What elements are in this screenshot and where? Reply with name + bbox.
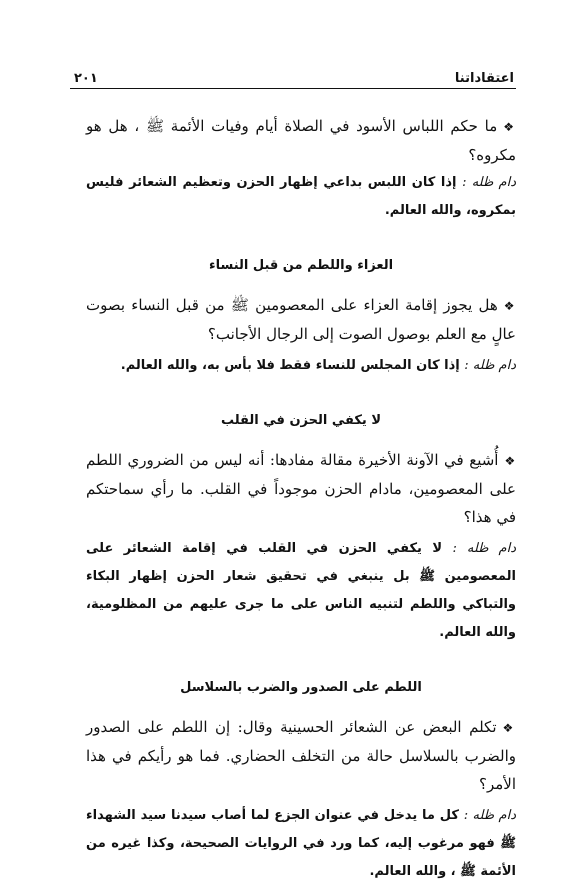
- running-title: اعتقاداتنا: [454, 71, 514, 86]
- question-text: هل يجوز إقامة العزاء على المعصومين ﷺ من قبل النساء بصوت عالٍ مع العلم بوصول الصوت إلى الرجال الأجانب؟: [86, 296, 516, 343]
- diamond-bullet-icon: ❖: [503, 299, 516, 313]
- diamond-bullet-icon: ❖: [504, 454, 516, 468]
- page-number: ٢٠١: [74, 71, 98, 86]
- question-text: تكلم البعض عن الشعائر الحسينية وقال: إن اللطم على الصدور والضرب بالسلاسل حالة من التخلف الحضاري. فما هو رأيكم في هذا الأمر؟: [86, 718, 516, 793]
- answer-prefix: دام ظله :: [463, 808, 517, 823]
- answer-text: إذا كان المجلس للنساء فقط فلا بأس به، والله العالم.: [120, 358, 460, 373]
- answer-prefix: دام ظله :: [452, 541, 516, 556]
- diamond-bullet-icon: ❖: [502, 721, 516, 735]
- header-rule: [70, 88, 516, 89]
- diamond-bullet-icon: ❖: [503, 120, 516, 134]
- answer-text: كل ما يدخل في عنوان الجزع لما أصاب سيدنا سيد الشهداء ﷺ فهو مرغوب إليه، كما ورد في الروايات الصحيحة، وكذا غيره من الأئمة ﷺ ، والله العالم.: [86, 808, 516, 879]
- running-header: [74, 64, 514, 86]
- question-paragraph: [86, 713, 516, 798]
- page-body: [86, 110, 516, 886]
- answer-paragraph: [86, 802, 516, 886]
- question-paragraph: [86, 291, 516, 348]
- question-text: أُشيع في الآونة الأخيرة مقالة مفادها: أنه ليس من الضروري اللطم على المعصومين، مادام الحزن موجوداً في القلب. ما رأي سماحتكم في هذا؟: [86, 451, 516, 526]
- answer-paragraph: [86, 169, 516, 225]
- answer-text: لا يكفي الحزن في القلب في إقامة الشعائر على المعصومين ﷺ بل ينبغي في تحقيق شعار الحزن إظهار البكاء والتباكي واللطم لتنبيه الناس على ما جرى عليهم من المظلومية، والله العالم.: [86, 541, 516, 640]
- question-paragraph: [86, 112, 516, 169]
- answer-paragraph: [86, 352, 516, 380]
- question-paragraph: [86, 446, 516, 531]
- section-heading: لا يكفي الحزن في القلب: [220, 413, 382, 428]
- section-heading: اللطم على الصدور والضرب بالسلاسل: [180, 680, 422, 695]
- answer-paragraph: [86, 535, 516, 647]
- answer-prefix: دام ظله :: [464, 358, 516, 373]
- section-heading: العزاء واللطم من قبل النساء: [208, 258, 394, 273]
- question-text: ما حكم اللباس الأسود في الصلاة أيام وفيات الأئمة ﷺ ، هل هو مكروه؟: [86, 117, 516, 164]
- answer-prefix: دام ظله :: [462, 175, 516, 190]
- answer-text: إذا كان اللبس بداعي إظهار الحزن وتعظيم الشعائر فليس بمكروه، والله العالم.: [86, 175, 516, 218]
